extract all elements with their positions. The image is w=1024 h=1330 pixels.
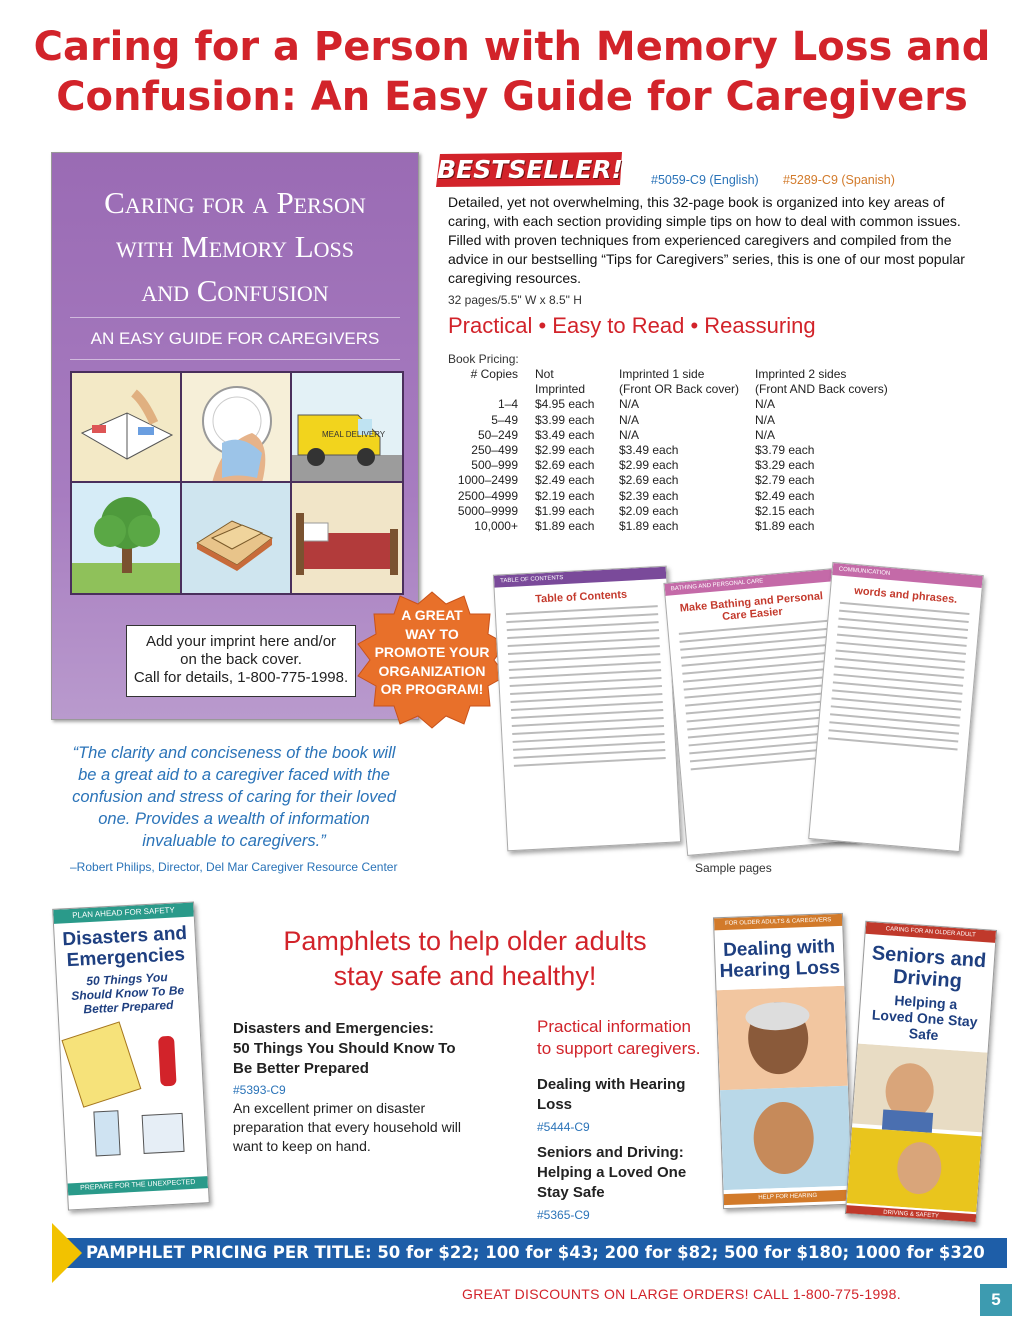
price-table-cell: (Front OR Back cover) [619, 382, 740, 397]
sample-page-title: Table of Contents [534, 588, 628, 606]
testimonial-attribution: –Robert Philips, Director, Del Mar Caregiver Resource Center [70, 860, 398, 874]
promo-line: A GREAT [401, 607, 463, 623]
hearing-illustration [716, 986, 851, 1190]
price-table-cell: Imprinted 2 sides [755, 367, 847, 381]
price-table-cell: 1–4 [497, 397, 518, 412]
price-table-cell: N/A [755, 412, 776, 427]
pamphlet-cover-driving [845, 921, 997, 1223]
price-table-cell: $3.49 each [535, 427, 595, 442]
pamphlet-code: #5444-C9 [537, 1120, 590, 1134]
pamphlet-pricing-text: PAMPHLET PRICING PER TITLE: 50 for $22; 100 for $43; 200 for $82; 500 for $180; 1000 for $320 [86, 1243, 985, 1262]
emergency-kit-illustration [59, 1014, 207, 1171]
price-table-cell: Not [535, 367, 554, 381]
sample-page-contents [493, 566, 681, 852]
sample-page-header: TABLE OF CONTENTS [494, 567, 666, 588]
pamphlet-cover-title: Seniors and [871, 942, 987, 973]
pamphlet-title: Dealing with Hearing Loss [537, 1076, 686, 1113]
book-cover-title-line-1: Caring for a Person [104, 185, 366, 220]
sample-pages-caption: Sample pages [695, 861, 772, 875]
pamphlet-title: Be Better Prepared [233, 1060, 369, 1077]
product-code-english: #5059-C9 (English) [651, 173, 759, 187]
price-table-header-row [434, 382, 888, 397]
price-table-cell: $1.89 each [535, 519, 595, 534]
bed-illustration [290, 481, 404, 595]
promo-line: OR PROGRAM! [380, 681, 484, 697]
imprint-line-3: Call for details, 1-800-775-1998. [133, 669, 349, 686]
book-illustration [70, 371, 184, 485]
book-cover-title [70, 181, 400, 313]
pamphlet-details-disasters [233, 1019, 513, 1156]
pamphlet-cover-hearing [713, 913, 853, 1209]
book-cover-subtitle: AN EASY GUIDE FOR CAREGIVERS [90, 329, 380, 348]
price-table-cell: $2.39 each [619, 488, 679, 503]
sample-page-title: Make Bathing and Personal Care Easier [679, 590, 824, 623]
price-table-cell: $2.79 each [755, 473, 815, 488]
pamphlet-title: Disasters and Emergencies: [233, 1020, 434, 1037]
plate-illustration [180, 371, 294, 485]
page-title-line-1: Caring for a Person with Memory Loss and [33, 24, 991, 70]
book-cover-divider [70, 359, 400, 360]
price-table-cell: 5000–9999 [457, 503, 518, 518]
price-table-cell: $2.69 each [619, 473, 679, 488]
price-table-cell: $2.99 each [619, 458, 679, 473]
price-table-cell: 10,000+ [474, 519, 518, 534]
price-table-cell: $2.09 each [619, 503, 679, 518]
price-table-cell: 2500–4999 [457, 488, 518, 503]
pamphlet-cover-top: PLAN AHEAD FOR SAFETY [53, 903, 194, 924]
promo-line: PROMOTE YOUR [374, 644, 490, 660]
pamphlet-cover-subtitle: Helping a Loved One Stay Safe [871, 991, 979, 1044]
price-table-cell: N/A [755, 427, 776, 442]
imprint-line-1: Add your imprint here and/or [145, 633, 337, 650]
price-table-cell: $3.49 each [619, 443, 679, 458]
price-table-cell: 50–249 [477, 427, 518, 442]
price-table-cell: 5–49 [491, 412, 518, 427]
practical-info-line: Practical information [537, 1017, 692, 1036]
page-number: 5 [980, 1284, 1012, 1316]
pamphlets-heading-line-2: stay safe and healthy! [333, 961, 597, 991]
price-table-cell: 250–499 [471, 443, 518, 458]
sandwich-illustration [180, 481, 294, 595]
pamphlet-cover-title: Dealing with [722, 936, 836, 962]
price-table-cell: $4.95 each [535, 397, 595, 412]
book-cover-title-line-3: and Confusion [141, 273, 329, 308]
imprint-notice [126, 625, 356, 697]
price-table-row [434, 504, 888, 519]
price-table-cell: $2.15 each [755, 503, 815, 518]
price-table-header-row [434, 367, 888, 382]
price-table-cell: $3.29 each [755, 458, 815, 473]
sample-page-header: BATHING AND PERSONAL CARE [664, 569, 834, 596]
price-table-row [434, 413, 888, 428]
pamphlet-cover-bottom: PREPARE FOR THE UNEXPECTED [68, 1176, 208, 1195]
book-cover-title-line-2: with Memory Loss [115, 229, 354, 264]
price-table-cell: N/A [619, 412, 640, 427]
price-table-cell: $1.99 each [535, 503, 595, 518]
price-table-row [434, 397, 888, 412]
price-table-cell: $3.79 each [755, 443, 815, 458]
pamphlet-cover-bottom: DRIVING & SAFETY [846, 1205, 976, 1223]
price-table-cell: N/A [619, 397, 640, 412]
price-table-row [434, 519, 888, 534]
page-spec: 32 pages/5.5" W x 8.5" H [448, 293, 582, 307]
promo-text [354, 606, 510, 699]
price-table-cell: $2.19 each [535, 488, 595, 503]
page-title-line-2: Confusion: An Easy Guide for Caregivers [56, 74, 968, 120]
pamphlets-heading [230, 924, 700, 994]
pamphlet-cover-title: Hearing Loss [719, 956, 841, 983]
book-cover-divider [70, 317, 400, 318]
imprint-line-2: on the back cover. [180, 651, 302, 668]
pamphlet-cover-top: FOR OLDER ADULTS & CAREGIVERS [714, 914, 842, 930]
pamphlet-cover-disasters [52, 901, 210, 1210]
price-table-cell: $1.89 each [755, 519, 815, 534]
pamphlet-code: #5365-C9 [537, 1208, 590, 1222]
pamphlet-details-hearing [537, 1075, 712, 1134]
pamphlet-cover-bottom: HELP FOR HEARING [724, 1190, 852, 1205]
practical-info-heading [537, 1016, 727, 1060]
sample-page-title: words and phrases. [853, 584, 958, 606]
meal-delivery-label: MEAL DELIVERY [322, 430, 386, 439]
pamphlet-cover-title: Driving [892, 965, 963, 993]
price-table-row [434, 489, 888, 504]
pamphlet-cover-top: CARING FOR AN OLDER ADULT [866, 922, 997, 943]
product-tagline: Practical • Easy to Read • Reassuring [448, 313, 816, 338]
price-table-cell: N/A [755, 397, 776, 412]
price-table-cell: # Copies [470, 367, 518, 381]
practical-info-line: to support caregivers. [537, 1039, 701, 1058]
sample-page-communication [808, 562, 984, 852]
price-table-cell: $3.99 each [535, 412, 595, 427]
price-table-row [434, 443, 888, 458]
pamphlet-cover-subtitle: 50 Things You Should Know To Be Better Prepared [70, 969, 185, 1017]
pricing-label: Book Pricing: [448, 352, 519, 366]
pamphlet-details-driving [537, 1143, 712, 1222]
price-table [434, 367, 888, 534]
price-table-cell: $2.69 each [535, 458, 595, 473]
price-table-cell: $2.99 each [535, 443, 595, 458]
pamphlet-cover-title: Emergencies [66, 944, 186, 972]
price-table-cell: $1.89 each [619, 519, 679, 534]
sample-page-header: COMMUNICATION [832, 563, 982, 588]
driving-illustration [847, 1044, 988, 1213]
product-description: Detailed, yet not overwhelming, this 32-page book is organized into key areas of caring, with each section providing simple tips on how to deal with common issues. Filled with proven techniques from experienced caregivers and compiled from the advice in our bestselling “Tips for Caregivers” series, this is one of our most popular caregiving resources. [448, 194, 965, 286]
tree-illustration [70, 481, 184, 595]
pamphlets-heading-line-1: Pamphlets to help older adults [283, 926, 647, 956]
price-table-row [434, 458, 888, 473]
price-table-cell: N/A [619, 427, 640, 442]
price-table-cell: 500–999 [471, 458, 518, 473]
product-code-spanish: #5289-C9 (Spanish) [783, 173, 895, 187]
arrow-icon [52, 1223, 82, 1283]
price-table-cell [434, 382, 535, 397]
bestseller-badge: BESTSELLER! [437, 155, 623, 184]
price-table-cell: $2.49 each [755, 488, 815, 503]
price-table-cell: $2.49 each [535, 473, 595, 488]
pamphlet-title: 50 Things You Should Know To [233, 1040, 456, 1057]
promo-line: WAY TO [405, 625, 459, 642]
page-title [0, 22, 1024, 122]
pamphlet-cover-title: Disasters and [61, 922, 188, 951]
price-table-row [434, 473, 888, 488]
discount-notice: GREAT DISCOUNTS ON LARGE ORDERS! CALL 1-800-775-1998. [462, 1286, 901, 1302]
pamphlet-title: Seniors and Driving: Helping a Loved One Stay Safe [537, 1144, 687, 1201]
testimonial-quote: “The clarity and conciseness of the book will be a great aid to a caregiver faced with the confusion and stress of caring for their loved one. Provides a wealth of information invaluable to caregivers.” [72, 744, 396, 850]
price-table-cell: Imprinted 1 side [619, 367, 705, 381]
pamphlet-code: #5393-C9 [233, 1083, 286, 1097]
meal-delivery-van-illustration [290, 371, 404, 485]
price-table-cell: Imprinted [535, 382, 586, 397]
price-table-cell: (Front AND Back covers) [755, 382, 888, 397]
promo-line: ORGANIZATION [378, 662, 486, 679]
pamphlet-description: An excellent primer on disaster preparation that every household will want to keep on hand. [233, 1100, 462, 1154]
price-table-cell: 1000–2499 [457, 473, 518, 488]
price-table-row [434, 428, 888, 443]
